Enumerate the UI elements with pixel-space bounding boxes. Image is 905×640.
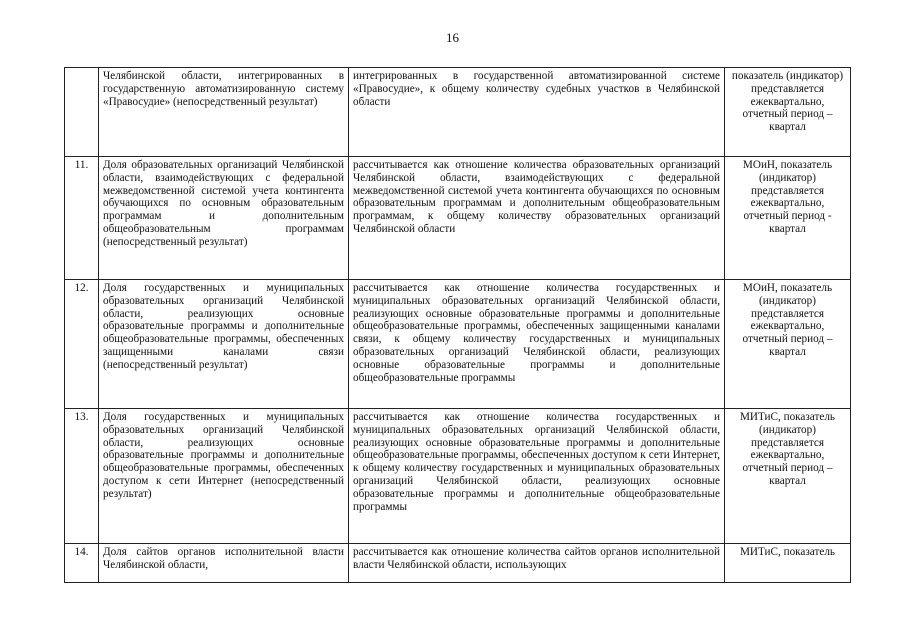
indicator-name: Доля государственных и муниципальных образовательных организаций Челябинской области, реализующих основные образовательные программы и дополнительные общеобразовательные программы, обеспеченных защищенными каналами связи (непосредственный результат) <box>99 280 349 409</box>
calculation-method: рассчитывается как отношение количества сайтов органов исполнительной власти Челябинской области, использующих <box>349 544 725 583</box>
calculation-method: рассчитывается как отношение количества образовательных организаций Челябинской области, взаимодействующих с федеральной межведомственной системой учета контингента обучающихся по основным образовательным программам и дополнительным общеобразовательным программам, к общему количеству образовательных организаций Челябинской области <box>349 157 725 280</box>
responsible-source: показатель (индикатор) представляется ежеквартально, отчетный период – квартал <box>725 68 851 157</box>
indicators-table <box>64 67 851 583</box>
table-row <box>65 68 851 157</box>
row-number: 13. <box>65 409 99 544</box>
calculation-method: рассчитывается как отношение количества государственных и муниципальных образовательных организаций Челябинской области, реализующих основные образовательные программы и дополнительные общеобразовательные программы, обеспеченных доступом к сети Интернет, к общему количеству государственных и муниципальных образовательных организаций Челябинской области, реализующих основные образовательные программы и дополнительные общеобразовательные программы <box>349 409 725 544</box>
table-row <box>65 409 851 544</box>
responsible-source: МИТиС, показатель <box>725 544 851 583</box>
row-number: 11. <box>65 157 99 280</box>
row-number <box>65 68 99 157</box>
table-row <box>65 157 851 280</box>
indicator-name: Доля сайтов органов исполнительной власти Челябинской области, <box>99 544 349 583</box>
indicator-name: Челябинской области, интегрированных в государственную автоматизированную систему «Правосудие» (непосредственный результат) <box>99 68 349 157</box>
row-number: 12. <box>65 280 99 409</box>
responsible-source: МОиН, показатель (индикатор) представляется ежеквартально, отчетный период – квартал <box>725 280 851 409</box>
responsible-source: МИТиС, показатель (индикатор) представляется ежеквартально, отчетный период – квартал <box>725 409 851 544</box>
row-number: 14. <box>65 544 99 583</box>
indicator-name: Доля образовательных организаций Челябинской области, взаимодействующих с федеральной межведомственной системой учета контингента обучающихся по основным образовательным программам и дополнительным общеобразовательным программам (непосредственный результат) <box>99 157 349 280</box>
table-row <box>65 544 851 583</box>
table-row <box>65 280 851 409</box>
page-number: 16 <box>446 30 459 45</box>
indicator-name: Доля государственных и муниципальных образовательных организаций Челябинской области, реализующих основные образовательные программы и дополнительные общеобразовательные программы, обеспеченных доступом к сети Интернет (непосредственный результат) <box>99 409 349 544</box>
responsible-source: МОиН, показатель (индикатор) представляется ежеквартально, отчетный период - квартал <box>725 157 851 280</box>
calculation-method: интегрированных в государственной автоматизированной системе «Правосудие», к общему количеству судебных участков в Челябинской области <box>349 68 725 157</box>
calculation-method: рассчитывается как отношение количества государственных и муниципальных образовательных организаций Челябинской области, реализующих основные образовательные программы и дополнительные общеобразовательные программы, обеспеченных защищенными каналами связи, к общему количеству государственных и муниципальных образовательных организаций Челябинской области, реализующих основные образовательные программы и дополнительные общеобразовательные программы <box>349 280 725 409</box>
